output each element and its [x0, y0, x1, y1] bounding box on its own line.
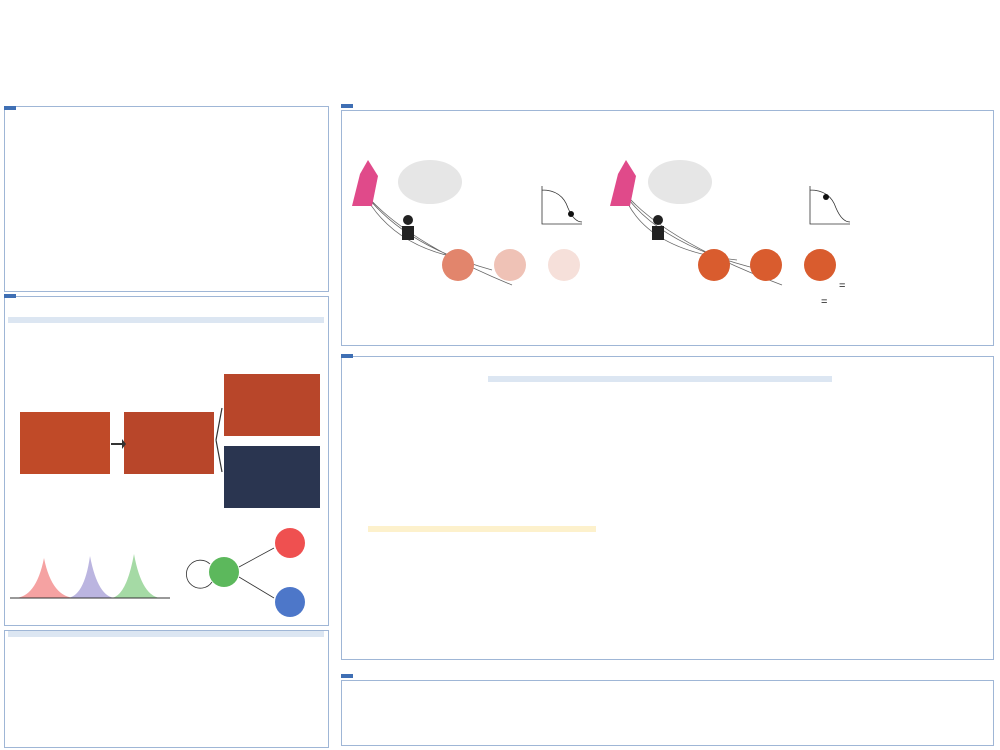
section-summary [341, 680, 994, 746]
planning-figure [342, 120, 994, 306]
equations: = = [821, 280, 846, 308]
section-title [8, 631, 324, 637]
subtitle [8, 317, 324, 323]
decay-distributions [10, 554, 170, 598]
quic-label [488, 376, 832, 382]
section-title [341, 674, 353, 678]
dig-screen [224, 374, 320, 436]
s1-body [8, 126, 326, 142]
outcome-screen [20, 412, 110, 474]
quic-charts [342, 394, 994, 524]
crystal-icon [352, 160, 378, 206]
person-icon [403, 215, 413, 225]
task-figure [6, 362, 328, 624]
section-title [341, 354, 353, 358]
section-title [4, 294, 16, 298]
choice-screen [124, 412, 214, 474]
section-other-measures [4, 630, 329, 748]
ptss-label [368, 526, 596, 532]
leave-screen [224, 446, 320, 508]
crystal-icon [610, 160, 636, 206]
transition-diagram [186, 528, 305, 617]
section-title [341, 104, 353, 108]
section-title [4, 106, 16, 110]
ptss-charts [342, 544, 612, 658]
person-icon [653, 215, 663, 225]
